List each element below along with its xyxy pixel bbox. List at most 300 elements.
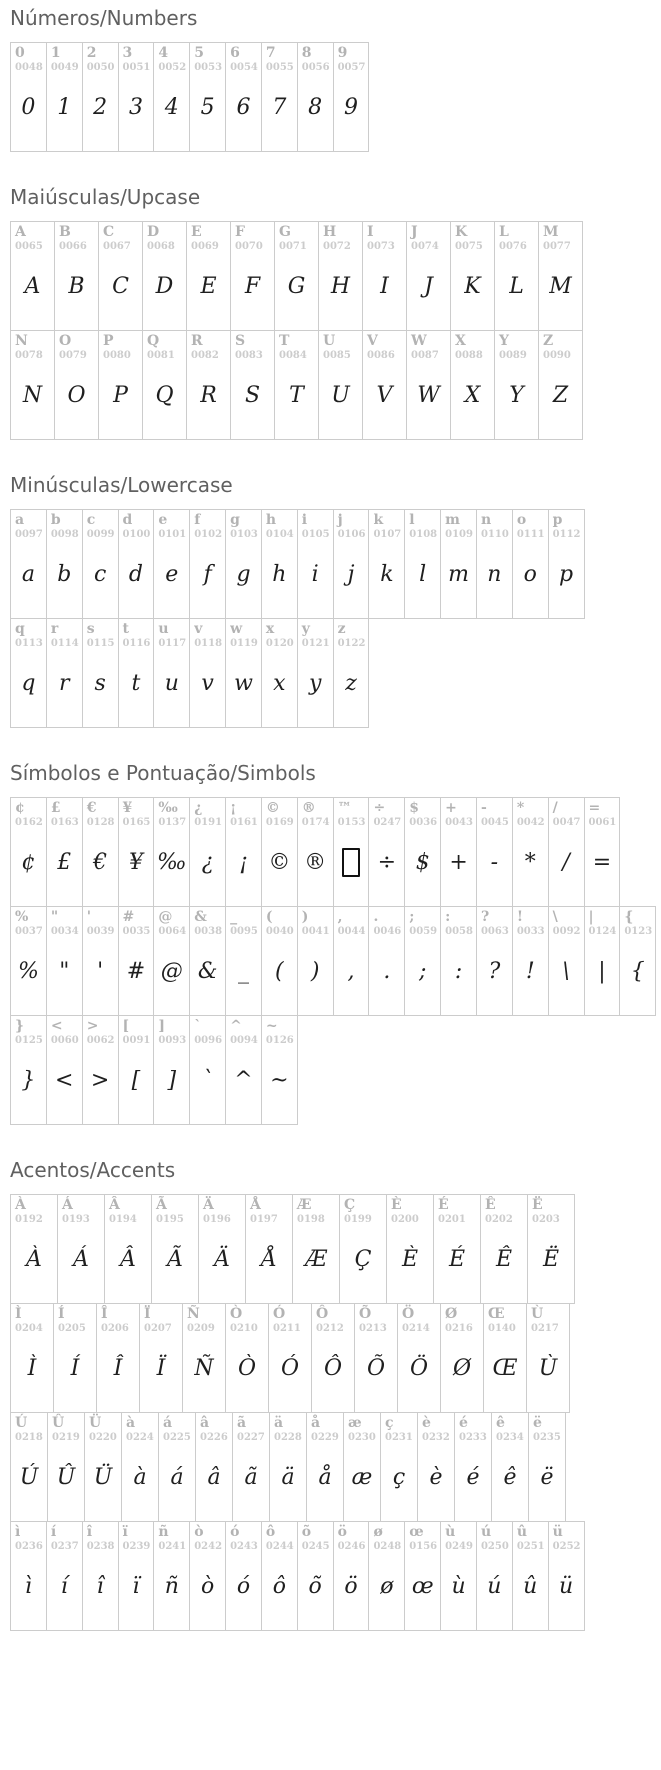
cell-header bbox=[196, 1413, 232, 1443]
section-title: Símbolos e Pontuação/Simbols bbox=[10, 761, 316, 785]
unicode-label: 0246 bbox=[337, 1540, 366, 1552]
glyph-preview: À bbox=[26, 1247, 42, 1273]
glyph-cell bbox=[10, 618, 47, 728]
glyph-row bbox=[10, 1412, 584, 1521]
char-label: U bbox=[323, 333, 336, 349]
glyph-preview: Ï bbox=[156, 1356, 166, 1382]
glyph-cell bbox=[139, 1303, 183, 1413]
cell-header bbox=[99, 222, 142, 252]
glyph-cell bbox=[343, 1412, 381, 1522]
char-label: d bbox=[122, 512, 133, 528]
glyph-preview: Ç bbox=[354, 1247, 372, 1273]
glyph-cell bbox=[261, 797, 298, 907]
glyph-preview: ¿ bbox=[201, 850, 214, 876]
glyph-cell bbox=[225, 618, 262, 728]
unicode-label: 0097 bbox=[15, 528, 43, 540]
cell-header bbox=[262, 907, 297, 937]
char-label: Ë bbox=[532, 1197, 543, 1213]
glyph-preview: È bbox=[401, 1247, 419, 1273]
cell-header bbox=[47, 1522, 82, 1552]
glyph-preview: P bbox=[113, 383, 128, 409]
glyph-cell bbox=[404, 509, 441, 619]
char-label: J bbox=[411, 224, 418, 240]
glyph-cell bbox=[57, 1194, 105, 1304]
glyph-preview: z bbox=[345, 671, 357, 697]
glyph-cell bbox=[82, 618, 119, 728]
unicode-label: 0111 bbox=[516, 528, 545, 540]
glyph-cell bbox=[404, 1521, 441, 1631]
char-label: € bbox=[86, 800, 97, 816]
glyph-preview: õ bbox=[308, 1574, 322, 1600]
unicode-label: 0085 bbox=[323, 349, 351, 361]
unicode-label: 0070 bbox=[235, 240, 263, 252]
glyph-preview: ñ bbox=[164, 1574, 179, 1600]
glyph-preview: Ô bbox=[323, 1356, 343, 1382]
glyph-cell bbox=[333, 618, 370, 728]
unicode-label: 0162 bbox=[15, 816, 43, 828]
char-label: F bbox=[235, 224, 245, 240]
glyph-cell bbox=[333, 906, 370, 1016]
char-label: î bbox=[86, 1524, 93, 1540]
glyph-cell bbox=[82, 906, 119, 1016]
cell-header bbox=[55, 222, 98, 252]
glyph-cell bbox=[225, 1521, 262, 1631]
cell-header bbox=[334, 1522, 369, 1552]
glyph-cell bbox=[189, 797, 226, 907]
glyph-cell bbox=[494, 330, 539, 440]
cell-header bbox=[83, 619, 118, 649]
char-label: ö bbox=[337, 1524, 347, 1540]
glyph-preview: \ bbox=[562, 959, 570, 985]
unicode-label: 0045 bbox=[480, 816, 509, 828]
cell-header bbox=[407, 331, 450, 361]
glyph-cell bbox=[440, 906, 477, 1016]
cell-header bbox=[275, 331, 318, 361]
char-label: Å bbox=[250, 1197, 261, 1213]
glyph-cell bbox=[153, 1015, 190, 1125]
cell-header bbox=[381, 1413, 417, 1443]
glyph-preview: ` bbox=[202, 1068, 214, 1094]
glyph-cell bbox=[82, 509, 119, 619]
char-label: Ô bbox=[316, 1306, 329, 1322]
char-label: A bbox=[15, 224, 26, 240]
glyph-cell bbox=[476, 1521, 513, 1631]
char-label: z bbox=[337, 621, 346, 637]
cell-header bbox=[11, 1522, 46, 1552]
glyph-cell bbox=[440, 1303, 484, 1413]
cell-header bbox=[387, 1195, 433, 1225]
unicode-label: 0212 bbox=[316, 1322, 344, 1334]
cell-header bbox=[298, 43, 333, 73]
glyph-cell bbox=[450, 330, 495, 440]
char-label: , bbox=[337, 909, 343, 925]
cell-header bbox=[47, 510, 82, 540]
glyph-cell bbox=[54, 330, 99, 440]
cell-header bbox=[97, 1304, 139, 1334]
cell-header bbox=[83, 43, 118, 73]
char-label: $ bbox=[409, 800, 420, 816]
glyph-cell bbox=[118, 906, 155, 1016]
glyph-cell bbox=[584, 906, 621, 1016]
cell-header bbox=[11, 619, 46, 649]
unicode-label: 0090 bbox=[543, 349, 571, 361]
unicode-label: 0053 bbox=[194, 61, 223, 73]
glyph-table bbox=[10, 509, 584, 727]
char-label: ø bbox=[373, 1524, 383, 1540]
char-label: Û bbox=[52, 1415, 65, 1431]
char-label: N bbox=[15, 333, 28, 349]
glyph-preview: ì bbox=[24, 1574, 32, 1600]
glyph-preview: à bbox=[133, 1465, 147, 1491]
unicode-label: 0038 bbox=[194, 925, 223, 937]
glyph-preview: L bbox=[509, 274, 524, 300]
glyph-preview: m bbox=[448, 562, 469, 588]
glyph-preview: M bbox=[549, 274, 572, 300]
glyph-cell bbox=[274, 330, 319, 440]
glyph-preview: í bbox=[60, 1574, 68, 1600]
glyph-preview: œ bbox=[411, 1574, 434, 1600]
glyph-preview: : bbox=[454, 959, 463, 985]
glyph-preview: 7 bbox=[272, 95, 287, 121]
unicode-label: 0042 bbox=[516, 816, 545, 828]
cell-header bbox=[481, 1195, 527, 1225]
glyph-cell bbox=[362, 330, 407, 440]
glyph-cell bbox=[483, 1303, 527, 1413]
char-label: + bbox=[445, 800, 457, 816]
cell-header bbox=[528, 1195, 574, 1225]
char-label: ¢ bbox=[15, 800, 25, 816]
char-label: ç bbox=[385, 1415, 394, 1431]
unicode-label: 0084 bbox=[279, 349, 307, 361]
glyph-preview: [ bbox=[131, 1068, 141, 1094]
glyph-preview: ê bbox=[503, 1465, 517, 1491]
cell-header bbox=[298, 1522, 333, 1552]
unicode-label: 0035 bbox=[122, 925, 151, 937]
cell-header bbox=[340, 1195, 386, 1225]
char-label: \ bbox=[552, 909, 558, 925]
glyph-preview: d bbox=[128, 562, 143, 588]
cell-header bbox=[262, 43, 297, 73]
char-label: ^ bbox=[230, 1018, 242, 1034]
char-label: M bbox=[543, 224, 559, 240]
glyph-cell bbox=[306, 1412, 344, 1522]
char-label: á bbox=[163, 1415, 173, 1431]
glyph-preview: n bbox=[487, 562, 502, 588]
glyph-cell bbox=[98, 221, 143, 331]
glyph-cell bbox=[189, 1015, 226, 1125]
glyph-cell bbox=[297, 42, 334, 152]
unicode-label: 0104 bbox=[265, 528, 294, 540]
glyph-preview: = bbox=[592, 850, 612, 876]
char-label: ( bbox=[265, 909, 273, 925]
char-label: Ê bbox=[485, 1197, 496, 1213]
glyph-cell bbox=[417, 1412, 455, 1522]
glyph-preview: Ø bbox=[452, 1356, 472, 1382]
cell-header bbox=[119, 907, 154, 937]
glyph-preview: h bbox=[272, 562, 287, 588]
unicode-label: 0198 bbox=[297, 1213, 325, 1225]
char-label: R bbox=[191, 333, 203, 349]
section-title: Números/Numbers bbox=[10, 6, 198, 30]
glyph-cell bbox=[526, 1303, 570, 1413]
glyph-preview: * bbox=[524, 850, 536, 876]
glyph-preview: Û bbox=[56, 1465, 76, 1491]
cell-header bbox=[527, 1304, 569, 1334]
cell-header bbox=[539, 222, 582, 252]
char-label: é bbox=[459, 1415, 468, 1431]
glyph-row bbox=[10, 221, 582, 330]
cell-header bbox=[226, 1016, 261, 1046]
char-label: & bbox=[194, 909, 207, 925]
cell-header bbox=[477, 510, 512, 540]
glyph-cell bbox=[297, 509, 334, 619]
unicode-label: 0071 bbox=[279, 240, 307, 252]
glyph-cell bbox=[512, 1521, 549, 1631]
glyph-cell bbox=[333, 42, 370, 152]
unicode-label: 0247 bbox=[373, 816, 402, 828]
glyph-preview: ù bbox=[451, 1574, 466, 1600]
glyph-preview: H bbox=[330, 274, 351, 300]
unicode-label: 0169 bbox=[265, 816, 294, 828]
char-label: f bbox=[194, 512, 201, 528]
cell-header bbox=[585, 798, 620, 828]
unicode-label: 0037 bbox=[15, 925, 43, 937]
glyph-cell bbox=[368, 1521, 405, 1631]
char-label: h bbox=[265, 512, 277, 528]
cell-header bbox=[99, 331, 142, 361]
glyph-preview: W bbox=[417, 383, 440, 409]
glyph-preview: £ bbox=[57, 850, 72, 876]
cell-header bbox=[495, 222, 538, 252]
unicode-label: 0051 bbox=[122, 61, 151, 73]
char-label: ® bbox=[301, 800, 316, 816]
glyph-cell bbox=[318, 330, 363, 440]
glyph-preview: Î bbox=[113, 1356, 123, 1382]
char-label: < bbox=[50, 1018, 63, 1034]
char-label: Ì bbox=[15, 1306, 22, 1322]
cell-header bbox=[407, 222, 450, 252]
unicode-label: 0077 bbox=[543, 240, 571, 252]
unicode-label: 0103 bbox=[230, 528, 258, 540]
cell-header bbox=[83, 907, 118, 937]
unicode-label: 0034 bbox=[50, 925, 79, 937]
char-label: Y bbox=[499, 333, 509, 349]
char-label: Í bbox=[58, 1306, 65, 1322]
unicode-label: 0204 bbox=[15, 1322, 43, 1334]
char-label: û bbox=[516, 1524, 527, 1540]
glyph-preview: 5 bbox=[200, 95, 215, 121]
glyph-cell bbox=[292, 1194, 340, 1304]
cell-header bbox=[226, 43, 261, 73]
glyph-preview: æ bbox=[351, 1465, 373, 1491]
glyph-preview: ò bbox=[201, 1574, 215, 1600]
unicode-label: 0048 bbox=[15, 61, 43, 73]
unicode-label: 0091 bbox=[122, 1034, 151, 1046]
glyph-preview: V bbox=[376, 383, 393, 409]
glyph-preview: j bbox=[347, 562, 355, 588]
glyph-preview: k bbox=[380, 562, 394, 588]
char-label: Ç bbox=[344, 1197, 356, 1213]
char-label: © bbox=[265, 800, 280, 816]
glyph-preview: ¡ bbox=[239, 850, 248, 876]
glyph-cell bbox=[46, 797, 83, 907]
glyph-preview: " bbox=[59, 959, 70, 985]
glyph-preview: ö bbox=[344, 1574, 358, 1600]
glyph-cell bbox=[362, 221, 407, 331]
char-label: Z bbox=[543, 333, 554, 349]
unicode-label: 0078 bbox=[15, 349, 43, 361]
char-label: G bbox=[279, 224, 291, 240]
cell-header bbox=[190, 1522, 225, 1552]
glyph-table bbox=[10, 797, 655, 1124]
glyph-cell bbox=[96, 1303, 140, 1413]
glyph-preview: v bbox=[201, 671, 214, 697]
unicode-label: 0243 bbox=[230, 1540, 258, 1552]
glyph-preview: r bbox=[59, 671, 70, 697]
char-label: # bbox=[122, 909, 135, 925]
char-label: / bbox=[552, 800, 558, 816]
unicode-label: 0094 bbox=[230, 1034, 258, 1046]
char-label: ¿ bbox=[194, 800, 203, 816]
glyph-preview: G bbox=[287, 274, 306, 300]
cell-header bbox=[275, 222, 318, 252]
cell-header bbox=[369, 798, 404, 828]
char-label: : bbox=[445, 909, 451, 925]
unicode-label: 0202 bbox=[485, 1213, 513, 1225]
unicode-label: 0235 bbox=[533, 1431, 561, 1443]
cell-header bbox=[83, 798, 118, 828]
glyph-preview: g bbox=[236, 562, 251, 588]
char-label: = bbox=[588, 800, 601, 816]
unicode-label: 0210 bbox=[230, 1322, 258, 1334]
glyph-preview: ó bbox=[236, 1574, 251, 1600]
unicode-label: 0209 bbox=[187, 1322, 215, 1334]
char-label: T bbox=[279, 333, 290, 349]
glyph-cell bbox=[10, 1015, 47, 1125]
glyph-cell bbox=[406, 330, 451, 440]
unicode-label: 0106 bbox=[337, 528, 366, 540]
unicode-label: 0110 bbox=[480, 528, 509, 540]
unicode-label: 0248 bbox=[373, 1540, 402, 1552]
glyph-cell bbox=[480, 1194, 528, 1304]
unicode-label: 0100 bbox=[122, 528, 151, 540]
char-label: Â bbox=[109, 1197, 120, 1213]
glyph-preview: 1 bbox=[57, 95, 72, 121]
cell-header bbox=[262, 510, 297, 540]
char-label: L bbox=[499, 224, 509, 240]
glyph-preview: ã bbox=[244, 1465, 258, 1491]
unicode-label: 0213 bbox=[359, 1322, 387, 1334]
unicode-label: 0054 bbox=[230, 61, 258, 73]
cell-header bbox=[549, 1522, 584, 1552]
cell-header bbox=[119, 1522, 154, 1552]
unicode-label: 0099 bbox=[86, 528, 115, 540]
char-label: Q bbox=[147, 333, 160, 349]
glyph-preview: ; bbox=[418, 959, 427, 985]
glyph-cell bbox=[368, 797, 405, 907]
glyph-cell bbox=[10, 1412, 48, 1522]
unicode-label: 0126 bbox=[265, 1034, 294, 1046]
glyph-cell bbox=[153, 42, 190, 152]
glyph-preview: T bbox=[289, 383, 304, 409]
cell-header bbox=[226, 510, 261, 540]
unicode-label: 0092 bbox=[552, 925, 581, 937]
cell-header bbox=[152, 1195, 198, 1225]
unicode-label: 0203 bbox=[532, 1213, 560, 1225]
cell-header bbox=[513, 907, 548, 937]
char-label: Ú bbox=[15, 1415, 28, 1431]
cell-header bbox=[48, 1413, 84, 1443]
glyph-preview: { bbox=[630, 959, 645, 985]
unicode-label: 0233 bbox=[459, 1431, 487, 1443]
char-label: I bbox=[367, 224, 374, 240]
unicode-label: 0107 bbox=[373, 528, 402, 540]
unicode-label: 0068 bbox=[147, 240, 175, 252]
unicode-label: 0128 bbox=[86, 816, 115, 828]
glyph-row bbox=[10, 1194, 584, 1303]
char-label: g bbox=[230, 512, 240, 528]
unicode-label: 0072 bbox=[323, 240, 351, 252]
char-label: E bbox=[191, 224, 202, 240]
glyph-preview: I bbox=[380, 274, 389, 300]
glyph-preview: ï bbox=[132, 1574, 140, 1600]
glyph-preview: b bbox=[57, 562, 72, 588]
cell-header bbox=[11, 1304, 53, 1334]
unicode-label: 0079 bbox=[59, 349, 87, 361]
unicode-label: 0230 bbox=[348, 1431, 376, 1443]
glyph-preview: Æ bbox=[304, 1247, 328, 1273]
unicode-label: 0206 bbox=[101, 1322, 129, 1334]
unicode-label: 0069 bbox=[191, 240, 219, 252]
char-label: ~ bbox=[265, 1018, 278, 1034]
cell-header bbox=[246, 1195, 292, 1225]
glyph-preview: . bbox=[383, 959, 391, 985]
glyph-preview: 8 bbox=[308, 95, 323, 121]
cell-header bbox=[513, 798, 548, 828]
char-label: ò bbox=[194, 1524, 204, 1540]
glyph-preview: w bbox=[234, 671, 253, 697]
char-label: ‰ bbox=[158, 800, 178, 816]
unicode-label: 0197 bbox=[250, 1213, 278, 1225]
char-label: œ bbox=[409, 1524, 424, 1540]
glyph-preview: a bbox=[21, 562, 35, 588]
cell-header bbox=[441, 798, 476, 828]
glyph-cell bbox=[494, 221, 539, 331]
cell-header bbox=[405, 1522, 440, 1552]
glyph-preview: D bbox=[155, 274, 174, 300]
unicode-label: 0073 bbox=[367, 240, 395, 252]
char-label: % bbox=[15, 909, 29, 925]
char-label: H bbox=[323, 224, 337, 240]
cell-header bbox=[190, 907, 225, 937]
char-label: ó bbox=[230, 1524, 240, 1540]
char-label: 0 bbox=[15, 45, 25, 61]
unicode-label: 0052 bbox=[158, 61, 187, 73]
unicode-label: 0249 bbox=[445, 1540, 473, 1552]
unicode-label: 0062 bbox=[86, 1034, 115, 1046]
cell-header bbox=[231, 331, 274, 361]
unicode-label: 0153 bbox=[337, 816, 366, 828]
glyph-section-accents bbox=[10, 1158, 651, 1630]
glyph-preview: Á bbox=[73, 1247, 89, 1273]
glyph-cell bbox=[476, 906, 513, 1016]
glyph-preview: 4 bbox=[164, 95, 179, 121]
char-label: V bbox=[367, 333, 378, 349]
unicode-label: 0056 bbox=[301, 61, 330, 73]
glyph-preview: t bbox=[131, 671, 141, 697]
glyph-preview: X bbox=[464, 383, 481, 409]
char-label: à bbox=[126, 1415, 136, 1431]
